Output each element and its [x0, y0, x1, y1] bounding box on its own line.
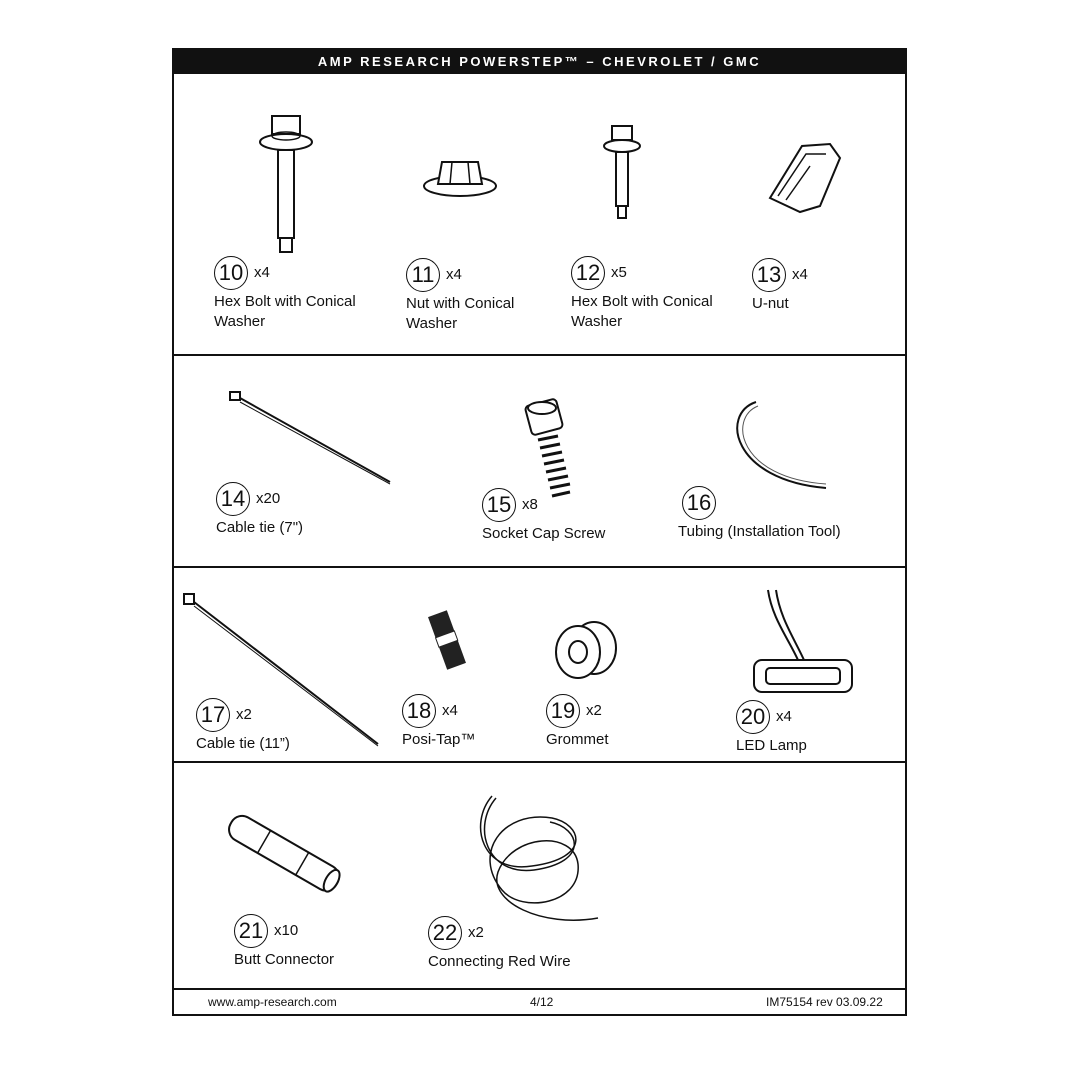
- item-number: 12: [571, 256, 605, 290]
- item-quantity: x4: [792, 266, 808, 283]
- part-19: [546, 694, 609, 750]
- item-label: Butt Connector: [234, 951, 335, 968]
- item-label: Hex Bolt with Conical Washer: [571, 293, 713, 330]
- part-13: [752, 258, 808, 314]
- page-title: AMP RESEARCH POWERSTEP™ – CHEVROLET / GMC: [174, 50, 905, 74]
- item-label: Posi-Tap™: [402, 731, 476, 748]
- butt-connector-icon: [218, 810, 348, 900]
- item-quantity: x10: [274, 922, 299, 939]
- hex-bolt-icon: [600, 126, 644, 222]
- item-number: 21: [234, 914, 268, 948]
- item-label: Nut with Conical Washer: [406, 295, 515, 332]
- part-10: [214, 256, 356, 332]
- hex-bolt-icon: [256, 116, 316, 266]
- item-number: 22: [428, 916, 462, 950]
- item-quantity: x2: [586, 702, 602, 719]
- part-16: [678, 486, 841, 542]
- page-footer: [174, 988, 905, 1014]
- tubing-icon: [722, 400, 832, 500]
- part-12: [571, 256, 713, 332]
- part-15: [482, 488, 605, 544]
- part-22: [428, 916, 571, 972]
- section-divider: [174, 761, 905, 763]
- item-quantity: x5: [611, 264, 627, 281]
- item-number: 16: [682, 486, 716, 520]
- item-quantity: x2: [236, 706, 252, 723]
- website-link[interactable]: www.amp-research.com: [208, 995, 337, 1009]
- nut-icon: [420, 152, 500, 202]
- item-label: Tubing (Installation Tool): [678, 523, 841, 540]
- item-label: LED Lamp: [736, 737, 807, 754]
- cable-tie-icon: [228, 390, 398, 490]
- u-nut-icon: [760, 136, 844, 216]
- wire-coil-icon: [462, 794, 602, 934]
- parts-sheet: [172, 48, 907, 1016]
- item-label: Socket Cap Screw: [482, 525, 606, 542]
- item-number: 19: [546, 694, 580, 728]
- item-label: Connecting Red Wire: [428, 953, 571, 970]
- item-quantity: x4: [446, 266, 462, 283]
- posi-tap-icon: [422, 610, 472, 670]
- section-divider: [174, 354, 905, 356]
- item-number: 15: [482, 488, 516, 522]
- led-lamp-icon: [748, 588, 858, 698]
- item-number: 10: [214, 256, 248, 290]
- part-14: [216, 482, 303, 538]
- part-17: [196, 698, 290, 754]
- section-divider: [174, 566, 905, 568]
- item-number: 17: [196, 698, 230, 732]
- item-quantity: x8: [522, 496, 538, 513]
- item-number: 18: [402, 694, 436, 728]
- part-21: [234, 914, 334, 970]
- item-quantity: x4: [254, 264, 270, 281]
- item-label: Cable tie (11”): [196, 735, 290, 752]
- item-label: Hex Bolt with Conical Washer: [214, 293, 356, 330]
- item-number: 11: [406, 258, 440, 292]
- item-number: 14: [216, 482, 250, 516]
- part-20: [736, 700, 807, 756]
- item-label: Grommet: [546, 731, 609, 748]
- page-number: 4/12: [530, 995, 554, 1009]
- part-18: [402, 694, 475, 750]
- document-id: IM75154 rev 03.09.22: [766, 995, 883, 1009]
- item-label: Cable tie (7"): [216, 519, 304, 536]
- item-label: U-nut: [752, 295, 789, 312]
- item-quantity: x4: [442, 702, 458, 719]
- part-11: [406, 258, 514, 334]
- item-quantity: x20: [256, 490, 281, 507]
- item-number: 20: [736, 700, 770, 734]
- item-quantity: x4: [776, 708, 792, 725]
- item-quantity: x2: [468, 924, 484, 941]
- item-number: 13: [752, 258, 786, 292]
- grommet-icon: [550, 620, 620, 680]
